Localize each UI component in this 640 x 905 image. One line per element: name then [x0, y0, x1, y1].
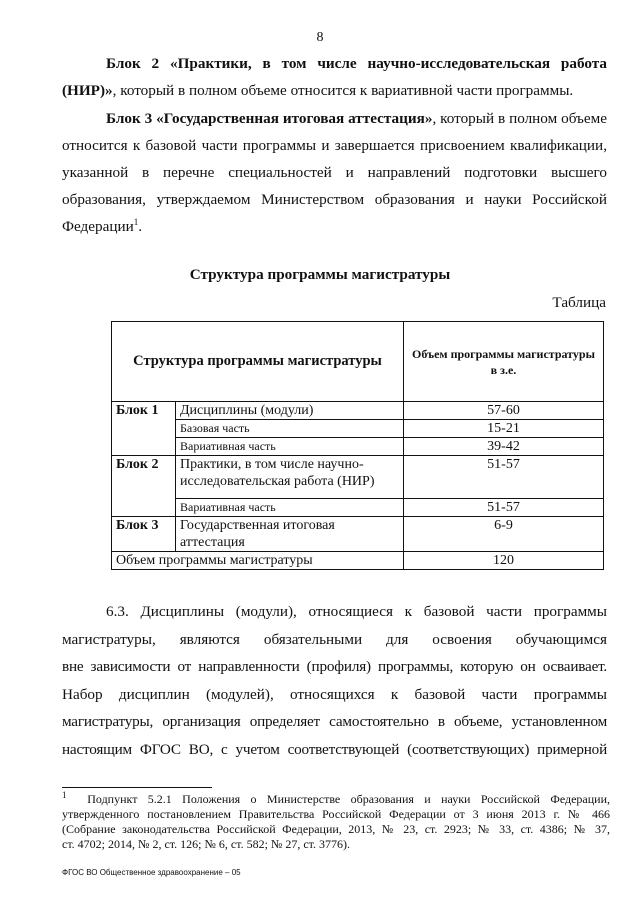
- section-6-3-paragraph: [62, 598, 607, 763]
- section-text-3: вне зависимости от направленности (профиля) программы, которую он осваивает.: [62, 658, 607, 675]
- row-name: Дисциплины (модули): [176, 402, 404, 420]
- row-value: 51-57: [404, 456, 604, 499]
- document-signature: ФГОС ВО Общественное здравоохранение – 05: [62, 868, 241, 877]
- total-value: 120: [404, 552, 604, 570]
- block-label: Блок 2: [112, 456, 176, 499]
- table-row: [112, 438, 604, 456]
- table-row: [112, 517, 604, 552]
- footnote: [62, 792, 610, 852]
- block2-text: , который в полном объеме относится к вариативной части программы.: [112, 82, 574, 99]
- table-label: Таблица: [552, 294, 606, 311]
- block2-paragraph: [62, 50, 607, 104]
- table-header-volume: Объем программы магистратуры в з.е.: [404, 322, 604, 402]
- row-value: 51-57: [404, 499, 604, 517]
- row-name: Базовая часть: [176, 420, 404, 438]
- footnote-ref: 1: [133, 216, 139, 227]
- block3-text-3: указанной в перечне специальностей и направлений подготовки высшего: [62, 164, 607, 181]
- table-row: [112, 420, 604, 438]
- footnote-text-4: ст. 4702; 2014, № 2, ст. 126; № 6, ст. 582; № 27, ст. 3776).: [62, 837, 351, 851]
- table-title: Структура программы магистратуры: [189, 266, 451, 283]
- table-row: [112, 499, 604, 517]
- footnote-divider: [62, 787, 212, 788]
- row-value: 57-60: [404, 402, 604, 420]
- footnote-text-1: Подпункт 5.2.1 Положения о Министерстве образования и науки Российской Федерации,: [87, 792, 611, 806]
- block3-text-5-end: .: [138, 218, 143, 235]
- structure-table: [111, 321, 604, 570]
- block2-title: Блок 2 «Практики, в том числе научно-исследовательская работа (НИР)»: [62, 55, 607, 99]
- block-label: Блок 1: [112, 402, 176, 420]
- block-label: [112, 438, 176, 456]
- block3-text-5: Федерации: [62, 218, 134, 235]
- table-row: [112, 402, 604, 420]
- page-number: 8: [316, 30, 324, 45]
- block3-text-2: относится к базовой части программы и завершается присвоением квалификации,: [62, 137, 607, 154]
- row-name: Вариативная часть: [176, 499, 404, 517]
- table-total-row: [112, 552, 604, 570]
- row-value: 15-21: [404, 420, 604, 438]
- row-name: Государственная итоговая аттестация: [176, 517, 404, 552]
- footnote-mark: 1: [62, 790, 67, 800]
- section-text-4: Набор дисциплин (модулей), относящихся к базовой части программы: [62, 685, 607, 703]
- block3-paragraph: [62, 105, 607, 240]
- section-text-1: 6.3. Дисциплины (модули), относящиеся к базовой части программы: [106, 603, 607, 620]
- block3-title: Блок 3 «Государственная итоговая аттестация»: [106, 110, 433, 127]
- row-value: 6-9: [404, 517, 604, 552]
- total-label: Объем программы магистратуры: [112, 552, 404, 570]
- footnote-text-2: утвержденного постановлением Правительства Российской Федерации от 3 июня 2013 г. № 466: [62, 807, 610, 821]
- row-name: Вариативная часть: [176, 438, 404, 456]
- table-row: [112, 456, 604, 499]
- footnote-text-3: (Собрание законодательства Российской Федерации, 2013, № 23, ст. 2923; № 33, ст. 4386; № 37,: [62, 822, 610, 836]
- section-text-6: настоящим ФГОС ВО, с учетом соответствующей (соответствующих) примерной: [62, 740, 607, 758]
- table-header-row: [112, 322, 604, 402]
- section-text-5: магистратуры, организация определяет самостоятельно в объеме, установленном: [62, 713, 607, 730]
- row-name: Практики, в том числе научно-исследовательская работа (НИР): [176, 456, 404, 499]
- block3-text-1: , который в полном объеме: [432, 110, 607, 127]
- table-header-structure: Структура программы магистратуры: [112, 322, 404, 402]
- row-value: 39-42: [404, 438, 604, 456]
- block3-text-4: образования, утверждаемом Министерством образования и науки Российской: [62, 191, 607, 208]
- section-text-2: магистратуры, являются обязательными для освоения обучающимся: [62, 630, 607, 648]
- block-label: Блок 3: [112, 517, 176, 552]
- block-label: [112, 499, 176, 517]
- block-label: [112, 420, 176, 438]
